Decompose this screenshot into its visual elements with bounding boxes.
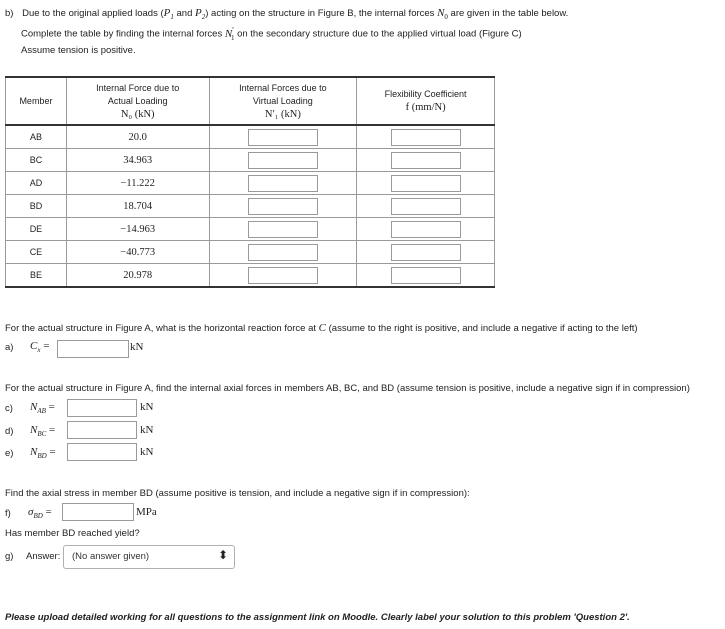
question-b-intro-line3: Assume tension is positive.: [21, 45, 136, 56]
table-row: [6, 172, 495, 195]
nbd-input[interactable]: [67, 443, 137, 461]
n1-input[interactable]: [248, 221, 318, 238]
cx-unit: kN: [130, 341, 144, 353]
nab-symbol: $N_{AB}$ =: [30, 401, 55, 416]
question-f-label: f): [5, 508, 11, 519]
n0-cell: 20.978: [66, 264, 209, 288]
yield-answer-select[interactable]: [63, 545, 235, 569]
flexibility-input[interactable]: [391, 244, 461, 261]
n0-cell: −11.222: [66, 172, 209, 195]
cx-input[interactable]: [57, 340, 129, 358]
table-row: [6, 125, 495, 149]
question-b-intro-line2: Complete the table by finding the internal forces $N'_1$ on the secondary structure due to the applied virtual load (Figure C): [21, 25, 522, 42]
answer-label: Answer:: [26, 551, 61, 562]
flexibility-input[interactable]: [391, 267, 461, 284]
question-d-label: d): [5, 426, 14, 437]
question-g-label: g): [5, 551, 14, 562]
table-header-row: [6, 77, 495, 125]
n1-input[interactable]: [248, 129, 318, 146]
nbc-symbol: $N_{BC}$ =: [30, 424, 56, 439]
yield-selected-value: (No answer given): [72, 551, 150, 562]
sigma-bd-input[interactable]: [62, 503, 134, 521]
sigma-bd-symbol: $\sigma_{BD}$ =: [28, 506, 52, 521]
header-actual-loading: Internal Force due to Actual Loading N₀ (kN): [66, 77, 209, 125]
table-row: [6, 264, 495, 288]
member-cell: DE: [6, 218, 67, 241]
member-cell: BC: [6, 149, 67, 172]
flexibility-input[interactable]: [391, 129, 461, 146]
sigma-bd-unit: MPa: [136, 506, 157, 518]
nbc-unit: kN: [140, 424, 154, 436]
n1-input[interactable]: [248, 198, 318, 215]
member-cell: AB: [6, 125, 67, 149]
nbc-input[interactable]: [67, 421, 137, 439]
n0-symbol: $N_0$: [437, 7, 448, 22]
question-yield-prompt: Has member BD reached yield?: [5, 528, 140, 539]
p2-symbol: $P_2$: [195, 7, 206, 22]
table-row: [6, 149, 495, 172]
n1-input[interactable]: [248, 175, 318, 192]
header-flexibility: Flexibility Coefficient f (mm/N): [357, 77, 495, 125]
n1-input[interactable]: [248, 267, 318, 284]
question-e-label: e): [5, 448, 14, 459]
n1-input[interactable]: [248, 244, 318, 261]
flexibility-input[interactable]: [391, 221, 461, 238]
n0-cell: 20.0: [66, 125, 209, 149]
member-cell: CE: [6, 241, 67, 264]
nab-input[interactable]: [67, 399, 137, 417]
table-row: [6, 195, 495, 218]
cx-symbol: $C_x$ =: [30, 340, 50, 355]
question-stress-prompt: Find the axial stress in member BD (assume positive is tension, and include a negative sign if in compression):: [5, 488, 470, 499]
table-row: [6, 218, 495, 241]
footer-instruction: Please upload detailed working for all questions to the assignment link on Moodle. Clearly label your solution to this problem 'Question 2'.: [5, 612, 630, 623]
question-axial-prompt: For the actual structure in Figure A, find the internal axial forces in members AB, BC, and BD (assume tension is positive, include a negative sign if in compression): [5, 383, 690, 394]
table-row: [6, 241, 495, 264]
n0-cell: 18.704: [66, 195, 209, 218]
question-cx-prompt: For the actual structure in Figure A, what is the horizontal reaction force at C (assume to the right is positive, and include a negative if acting to the left): [5, 322, 638, 334]
n0-cell: 34.963: [66, 149, 209, 172]
header-member: Member: [6, 77, 67, 125]
member-cell: BD: [6, 195, 67, 218]
point-c-symbol: C: [318, 322, 326, 334]
nab-unit: kN: [140, 401, 154, 413]
flexibility-input[interactable]: [391, 152, 461, 169]
internal-forces-table: [5, 76, 495, 288]
flexibility-input[interactable]: [391, 175, 461, 192]
n0-cell: −40.773: [66, 241, 209, 264]
nbd-symbol: $N_{BD}$ =: [30, 446, 56, 461]
part-label-b: b): [5, 8, 14, 19]
header-virtual-loading: Internal Forces due to Virtual Loading N′₁ (kN): [209, 77, 357, 125]
n1-prime-symbol: $N'_1$: [224, 25, 235, 42]
question-a-label: a): [5, 342, 14, 353]
flexibility-input[interactable]: [391, 198, 461, 215]
select-arrows-icon: ⬍: [217, 548, 228, 562]
nbd-unit: kN: [140, 446, 154, 458]
member-cell: BE: [6, 264, 67, 288]
n1-input[interactable]: [248, 152, 318, 169]
question-c-label: c): [5, 403, 13, 414]
p1-symbol: $P_1$: [163, 7, 174, 22]
question-b-intro-line1: b) Due to the original applied loads ($P_1$ and $P_2$) acting on the structure in Figure B, the internal forces $N_0$ are given in the table below.: [5, 7, 569, 22]
n0-cell: −14.963: [66, 218, 209, 241]
member-cell: AD: [6, 172, 67, 195]
